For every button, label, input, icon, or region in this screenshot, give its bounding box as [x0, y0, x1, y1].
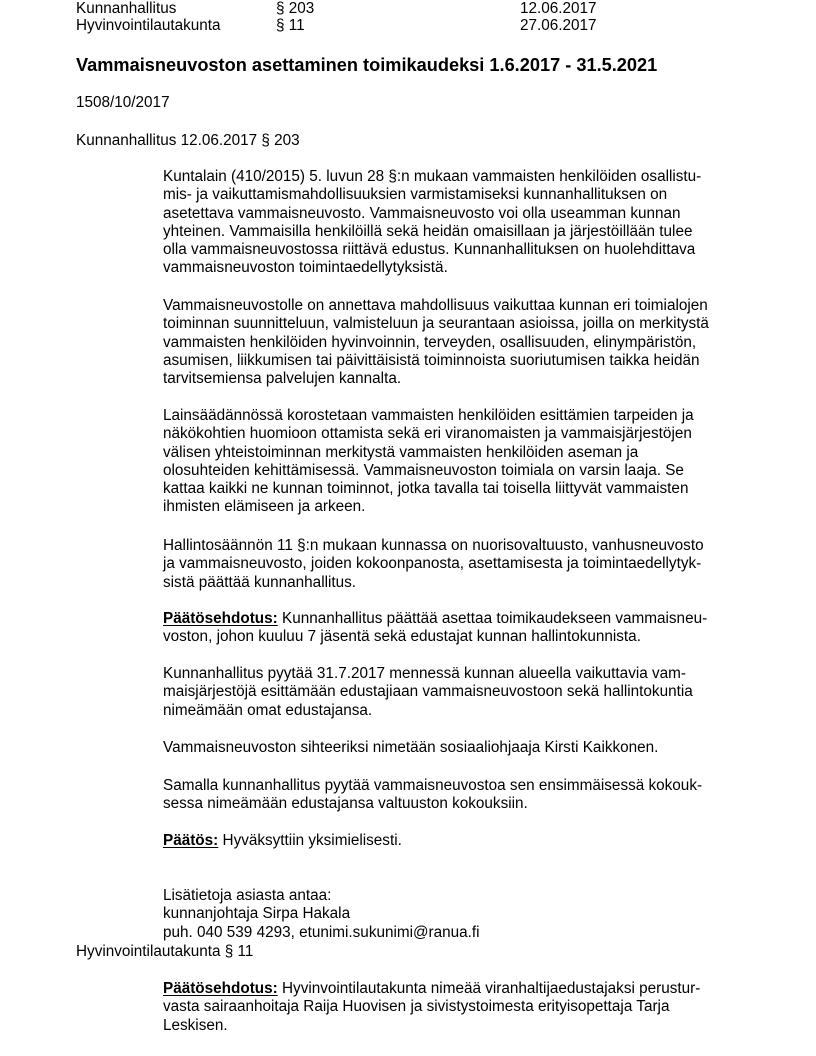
text-line: nimeämään omat edustajansa. — [163, 701, 373, 719]
text-line: mis- ja vaikuttamismahdollisuuksien varmistamiseksi kunnanhallituksen on — [163, 186, 668, 204]
text-line: olosuhteiden kehittämisessä. Vammaisneuvoston toimiala on varsin laaja. Se — [163, 461, 684, 479]
text-line: Lainsäädännössä korostetaan vammaisten henkilöiden esittämien tarpeiden ja — [163, 407, 694, 424]
proposal-label: Päätösehdotus: — [163, 980, 278, 997]
paragraph-vaikuttamismahdollisuus — [163, 297, 763, 388]
text-line: kattaa kaikki ne kunnan toiminnot, jotka tavalla tai toisella liittyvät vammaisten — [163, 480, 689, 498]
proposal-text: Kunnanhallitus päättää asettaa toimikaudekseen vammaisneu- — [277, 610, 708, 627]
header-body: Hyvinvointilautakunta — [76, 17, 221, 34]
text-line: Kuntalain (410/2015) 5. luvun 28 §:n mukaan vammaisten henkilöiden osallistu- — [163, 168, 702, 185]
text-line: vasta sairaanhoitaja Raija Huovisen ja sivistystoimesta erityisopettaja Tarja — [163, 998, 670, 1016]
text-line: sistä päättää kunnanhallitus. — [163, 573, 357, 591]
text-line: Kunnanhallitus pyytää 31.7.2017 mennessä kunnan alueella vaikuttavia vam- — [163, 665, 686, 682]
text-line — [163, 980, 763, 998]
text-line: vammaisneuvoston toimintaedellytyksistä. — [163, 259, 448, 277]
text-line — [163, 832, 763, 850]
decision-label: Päätös: — [163, 832, 219, 849]
text-line: Leskisen. — [163, 1016, 228, 1034]
text-line: välisen yhteistoiminnan merkitystä vammaisten henkilöiden aseman ja — [163, 443, 639, 461]
decision-proposal-kunnanhallitus — [163, 610, 763, 647]
text-line: maisjärjestöjä esittämään edustajiaan vammaisneuvostoon sekä hallintokuntia — [163, 683, 693, 701]
text-line: olla vammaisneuvostossa riittävä edustus. Kunnanhallituksen on huolehdittava — [163, 241, 696, 259]
text-line: Hallintosäännön 11 §:n mukaan kunnassa on nuorisovaltuusto, vanhusneuvosto — [163, 537, 704, 554]
text-line: sessa nimeämään edustajansa valtuuston kokouksiin. — [163, 795, 528, 813]
paragraph-hallintosaanto — [163, 537, 763, 592]
section-heading-hyvinvointilautakunta: Hyvinvointilautakunta § 11 — [76, 943, 254, 960]
text-line: yhteinen. Vammaisilla henkilöillä sekä heidän omaisillaan ja järjestöillään tulee — [163, 222, 693, 240]
text-line: Vammaisneuvostolle on annettava mahdollisuus vaikuttaa kunnan eri toimialojen — [163, 297, 708, 314]
text-line: vammaisten henkilöiden hyvinvoinnin, terveyden, osallisuuden, elinympäristön, — [163, 333, 697, 351]
header-section: § 11 — [276, 17, 305, 34]
text-line: Samalla kunnanhallitus pyytää vammaisneuvostoa sen ensimmäisessä kokouk- — [163, 777, 703, 794]
text-line: ja vammaisneuvosto, joiden kokoonpanosta, asettamisesta ja toimintaedellytyk- — [163, 555, 702, 573]
contact-info — [163, 887, 763, 942]
text-line — [163, 610, 763, 628]
text-line: toiminnan suunnitteluun, valmisteluun ja seurantaan asioissa, joilla on merkitystä — [163, 315, 709, 333]
text-line: Vammaisneuvoston sihteeriksi nimetään sosiaaliohjaaja Kirsti Kaikkonen. — [163, 739, 659, 756]
header-date: 27.06.2017 — [520, 17, 597, 34]
header-body: Kunnanhallitus — [76, 0, 177, 17]
decision-kunnanhallitus — [163, 832, 763, 850]
proposal-label: Päätösehdotus: — [163, 610, 278, 627]
text-line: näkökohtien huomioon ottamista sekä eri viranomaisten ja vammaisjärjestöjen — [163, 425, 692, 443]
header-date: 12.06.2017 — [520, 0, 597, 17]
paragraph-sihteeri — [163, 739, 763, 757]
proposal-text: Hyvinvointilautakunta nimeää viranhaltijaedustajaksi perustur- — [277, 980, 701, 997]
decision-proposal-hyvinvointilautakunta — [163, 980, 763, 1035]
text-line: voston, johon kuuluu 7 jäsentä sekä edustajat kunnan hallintokunnista. — [163, 628, 641, 646]
text-line: asumisen, liikkumisen tai päivittäisistä toiminnoista suoriutumisen taikka heidän — [163, 351, 700, 369]
paragraph-edustajapyynto — [163, 665, 763, 720]
contact-person: kunnanjohtaja Sirpa Hakala — [163, 905, 351, 923]
text-line: tarvitsemiensa palvelujen kannalta. — [163, 370, 402, 388]
text-line: ihmisten elämiseen ja arkeen. — [163, 498, 366, 516]
text-line: asetettava vammaisneuvosto. Vammaisneuvosto voi olla useamman kunnan — [163, 204, 681, 222]
paragraph-lainsaadanto — [163, 407, 763, 517]
document-title: Vammaisneuvoston asettaminen toimikaudeksi 1.6.2017 - 31.5.2021 — [76, 55, 658, 75]
contact-intro: Lisätietoja asiasta antaa: — [163, 887, 332, 904]
section-heading-kunnanhallitus: Kunnanhallitus 12.06.2017 § 203 — [76, 132, 300, 149]
paragraph-valtuustoedustaja — [163, 777, 763, 814]
paragraph-kuntalaki — [163, 168, 763, 278]
decision-text: Hyväksyttiin yksimielisesti. — [218, 832, 402, 849]
contact-phone-email: puh. 040 539 4293, etunimi.sukunimi@ranua.fi — [163, 923, 480, 941]
diary-number: 1508/10/2017 — [76, 94, 170, 111]
header-section: § 203 — [276, 0, 315, 17]
